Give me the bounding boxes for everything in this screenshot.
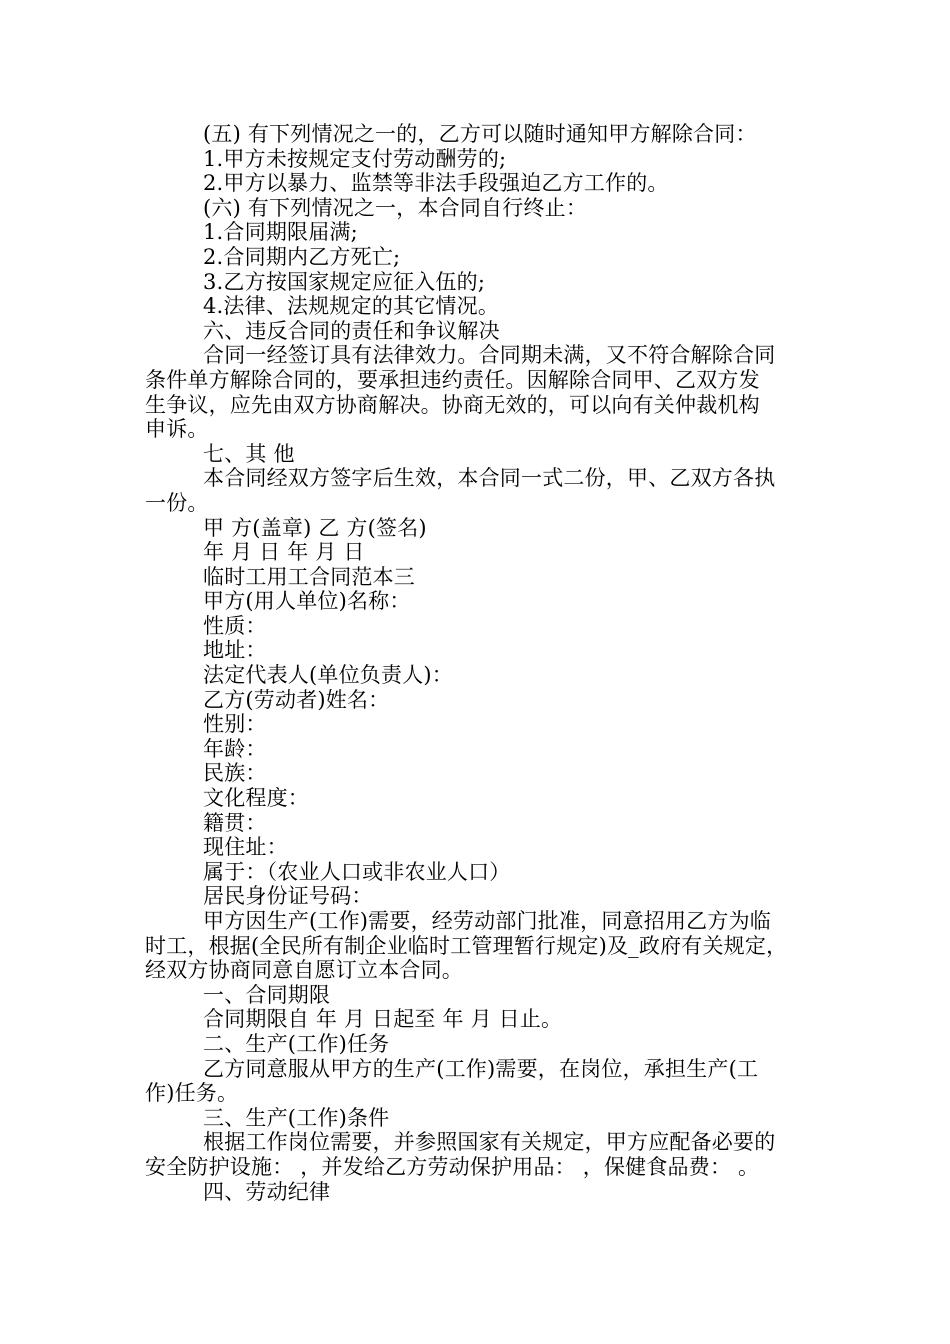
text-line: (五) 有下列情况之一的，乙方可以随时通知甲方解除合同：	[203, 122, 757, 146]
text-line: 地址：	[203, 638, 267, 663]
text-line: 生争议，应先由双方协商解决。协商无效的，可以向有关仲裁机构	[145, 392, 760, 417]
text-line: 临时工用工合同范本三	[203, 564, 415, 589]
text-line: 作)任务。	[145, 1081, 239, 1106]
text-line: 3.乙方按国家规定应征入伍的;	[203, 269, 486, 294]
text-line: 本合同经双方签字后生效，本合同一式二份，甲、乙双方各执	[203, 466, 776, 491]
text-line: 一、合同期限	[203, 982, 331, 1007]
text-line: 六、违反合同的责任和争议解决	[203, 318, 500, 343]
text-line: 时工，根据(全民所有制企业临时工管理暂行规定)及_政府有关规定，	[145, 933, 788, 958]
text-line: 甲方因生产(工作)需要，经劳动部门批准，同意招用乙方为临	[203, 909, 771, 933]
text-line: 合同一经签订具有法律效力。合同期未满，又不符合解除合同	[203, 343, 776, 368]
text-line: 申诉。	[145, 417, 209, 442]
text-line: 条件单方解除合同的，要承担违约责任。因解除合同甲、乙双方发	[145, 367, 760, 392]
text-line: 年龄：	[203, 736, 267, 761]
text-line: 籍贯：	[203, 810, 267, 835]
text-line: 居民身份证号码：	[203, 884, 373, 909]
text-line: 甲 方(盖章) 乙 方(签名)	[203, 515, 427, 540]
text-line: 民族：	[203, 761, 267, 786]
text-line: 2.合同期内乙方死亡;	[203, 244, 401, 269]
text-line: 乙方同意服从甲方的生产(工作)需要，在岗位，承担生产(工	[203, 1056, 759, 1081]
text-line: 性别：	[203, 712, 267, 737]
text-line: 法定代表人(单位负责人)：	[203, 663, 453, 688]
text-line: 1.合同期限届满;	[203, 220, 358, 245]
text-line: 现住址：	[203, 835, 288, 860]
text-line: 一份。	[145, 490, 209, 515]
text-line: 性质：	[203, 613, 267, 638]
text-line: 合同期限自 年 月 日起至 年 月 日止。	[203, 1007, 563, 1032]
text-line: 1.甲方未按规定支付劳动酬劳的;	[203, 146, 507, 171]
text-line: 甲方(用人单位)名称：	[203, 589, 411, 614]
text-line: 四、劳动纪律	[203, 1179, 331, 1204]
text-line: 经双方协商同意自愿订立本合同。	[145, 958, 463, 983]
text-line: 安全防护设施： ，并发给乙方劳动保护用品： ，保健食品费： 。	[145, 1154, 760, 1179]
text-line: (六) 有下列情况之一，本合同自行终止：	[203, 195, 588, 220]
text-line: 三、生产(工作)条件	[203, 1105, 390, 1130]
text-line: 文化程度：	[203, 786, 309, 811]
text-line: 属于：（农业人口或非农业人口）	[203, 859, 511, 884]
document-body	[145, 122, 810, 1204]
text-line: 二、生产(工作)任务	[203, 1031, 390, 1056]
text-line: 年 月 日 年 月 日	[203, 540, 365, 565]
text-line: 七、其 他	[203, 441, 295, 466]
text-line: 2.甲方以暴力、监禁等非法手段强迫乙方工作的。	[203, 171, 669, 196]
text-line: 乙方(劳动者)姓名：	[203, 687, 390, 712]
text-line: 4.法律、法规规定的其它情况。	[203, 294, 500, 319]
text-line: 根据工作岗位需要，并参照国家有关规定，甲方应配备必要的	[203, 1130, 776, 1155]
